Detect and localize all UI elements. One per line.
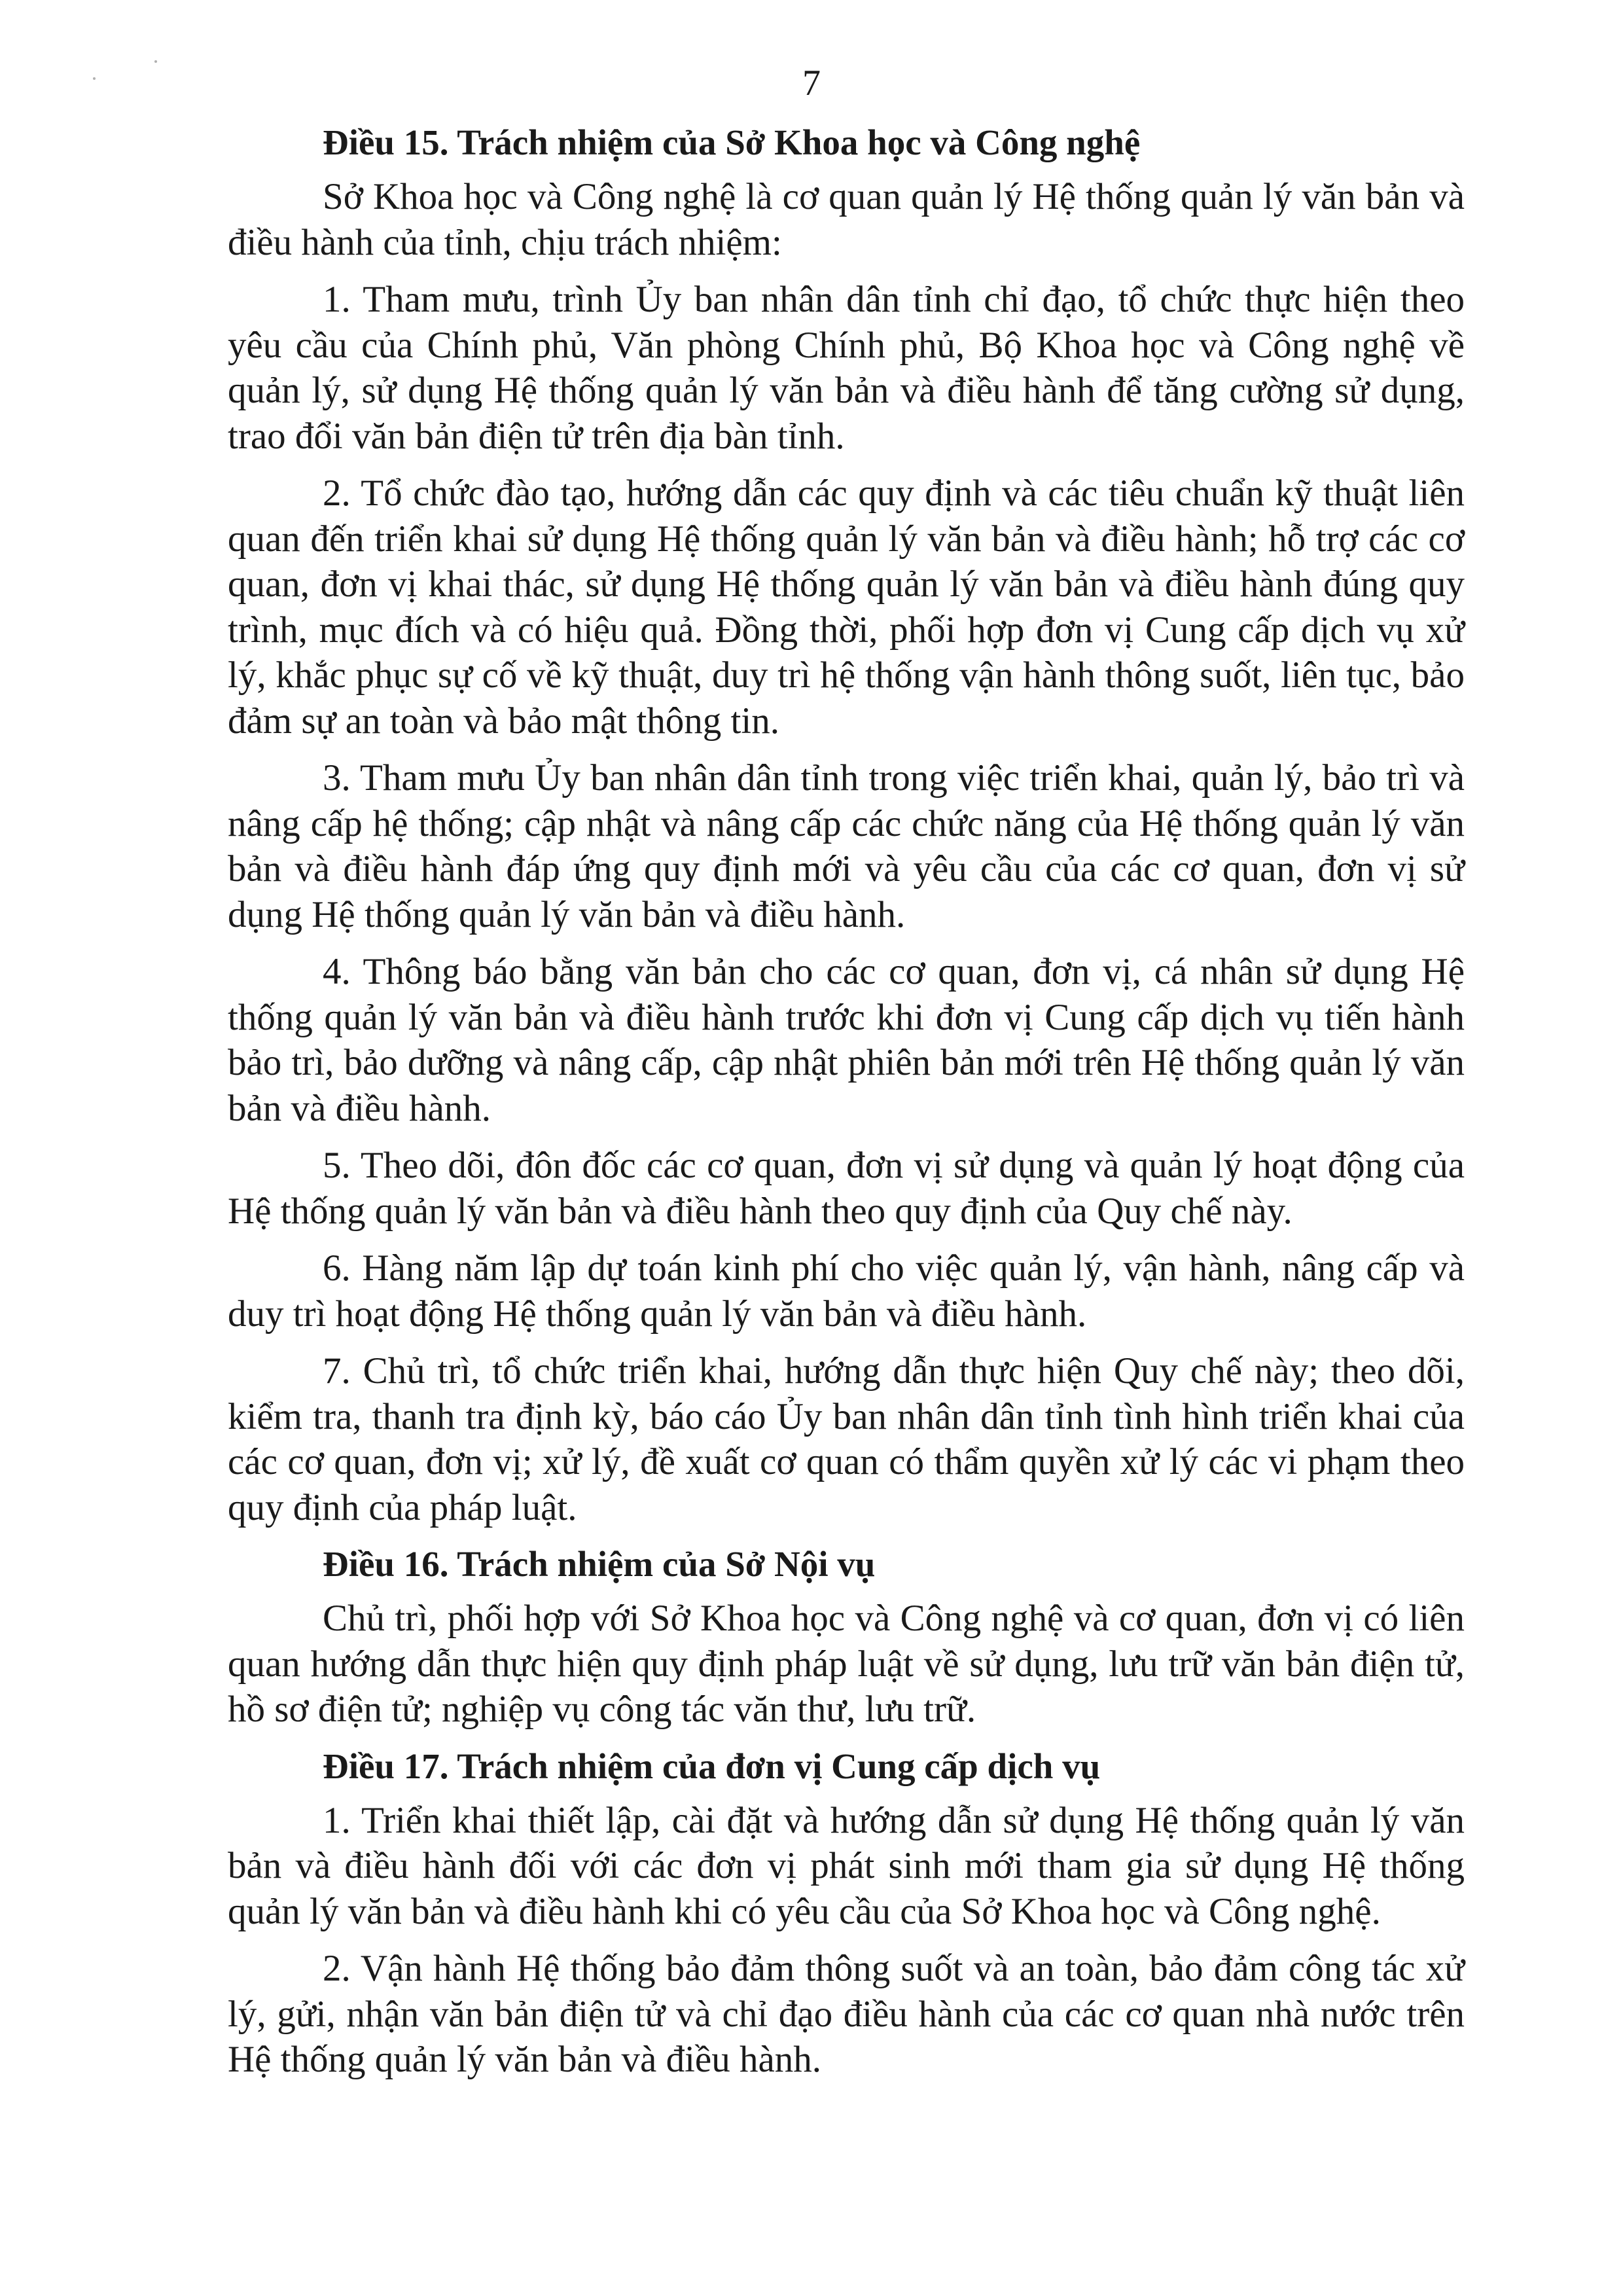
article-15 bbox=[228, 120, 1465, 1530]
article-15-clause-4: 4. Thông báo bằng văn bản cho các cơ quan, đơn vị, cá nhân sử dụng Hệ thống quản lý văn bản và điều hành trước khi đơn vị Cung cấp dịch vụ tiến hành bảo trì, bảo dưỡng và nâng cấp, cập nhật phiên bản mới trên Hệ thống quản lý văn bản và điều hành. bbox=[228, 951, 1465, 1129]
document-body bbox=[228, 120, 1465, 2094]
article-15-clause-6: 6. Hàng năm lập dự toán kinh phí cho việc quản lý, vận hành, nâng cấp và duy trì hoạt động Hệ thống quản lý văn bản và điều hành. bbox=[228, 1247, 1465, 1335]
article-15-intro: Sở Khoa học và Công nghệ là cơ quan quản lý Hệ thống quản lý văn bản và điều hành của tỉnh, chịu trách nhiệm: bbox=[228, 176, 1465, 263]
article-17-clause-1: 1. Triển khai thiết lập, cài đặt và hướng dẫn sử dụng Hệ thống quản lý văn bản và điều hành đối với các đơn vị phát sinh mới tham gia sử dụng Hệ thống quản lý văn bản và điều hành khi có yêu cầu của Sở Khoa học và Công nghệ. bbox=[228, 1799, 1465, 1932]
article-15-title: Điều 15. Trách nhiệm của Sở Khoa học và Công nghệ bbox=[323, 122, 1141, 162]
article-16-body: Chủ trì, phối hợp với Sở Khoa học và Công nghệ và cơ quan, đơn vị có liên quan hướng dẫn thực hiện quy định pháp luật về sử dụng, lưu trữ văn bản điện tử, hồ sơ điện tử; nghiệp vụ công tác văn thư, lưu trữ. bbox=[228, 1598, 1465, 1730]
article-15-clause-1: 1. Tham mưu, trình Ủy ban nhân dân tỉnh chỉ đạo, tổ chức thực hiện theo yêu cầu của Chính phủ, Văn phòng Chính phủ, Bộ Khoa học và Công nghệ về quản lý, sử dụng Hệ thống quản lý văn bản và điều hành để tăng cường sử dụng, trao đổi văn bản điện tử trên địa bàn tỉnh. bbox=[228, 279, 1465, 457]
article-17-clause-2: 2. Vận hành Hệ thống bảo đảm thông suốt và an toàn, bảo đảm công tác xử lý, gửi, nhận văn bản điện tử và chỉ đạo điều hành của các cơ quan nhà nước trên Hệ thống quản lý văn bản và điều hành. bbox=[228, 1948, 1465, 2080]
article-16-title: Điều 16. Trách nhiệm của Sở Nội vụ bbox=[323, 1544, 876, 1584]
article-17-title: Điều 17. Trách nhiệm của đơn vị Cung cấp dịch vụ bbox=[323, 1746, 1101, 1786]
article-17 bbox=[228, 1744, 1465, 2083]
article-15-clause-3: 3. Tham mưu Ủy ban nhân dân tỉnh trong việc triển khai, quản lý, bảo trì và nâng cấp hệ thống; cập nhật và nâng cấp các chức năng của Hệ thống quản lý văn bản và điều hành đáp ứng quy định mới và yêu cầu của các cơ quan, đơn vị sử dụng Hệ thống quản lý văn bản và điều hành. bbox=[228, 757, 1465, 935]
article-16 bbox=[228, 1542, 1465, 1732]
article-15-clause-2: 2. Tổ chức đào tạo, hướng dẫn các quy định và các tiêu chuẩn kỹ thuật liên quan đến triển khai sử dụng Hệ thống quản lý văn bản và điều hành; hỗ trợ các cơ quan, đơn vị khai thác, sử dụng Hệ thống quản lý văn bản và điều hành đúng quy trình, mục đích và có hiệu quả. Đồng thời, phối hợp đơn vị Cung cấp dịch vụ xử lý, khắc phục sự cố về kỹ thuật, duy trì hệ thống vận hành thông suốt, liên tục, bảo đảm sự an toàn và bảo mật thông tin. bbox=[228, 473, 1465, 742]
article-15-clause-7: 7. Chủ trì, tổ chức triển khai, hướng dẫn thực hiện Quy chế này; theo dõi, kiểm tra, thanh tra định kỳ, báo cáo Ủy ban nhân dân tỉnh tình hình triển khai của các cơ quan, đơn vị; xử lý, đề xuất cơ quan có thẩm quyền xử lý các vi phạm theo quy định của pháp luật. bbox=[228, 1350, 1465, 1528]
article-15-clause-5: 5. Theo dõi, đôn đốc các cơ quan, đơn vị sử dụng và quản lý hoạt động của Hệ thống quản lý văn bản và điều hành theo quy định của Quy chế này. bbox=[228, 1145, 1465, 1232]
page-number: 7 bbox=[802, 63, 821, 103]
